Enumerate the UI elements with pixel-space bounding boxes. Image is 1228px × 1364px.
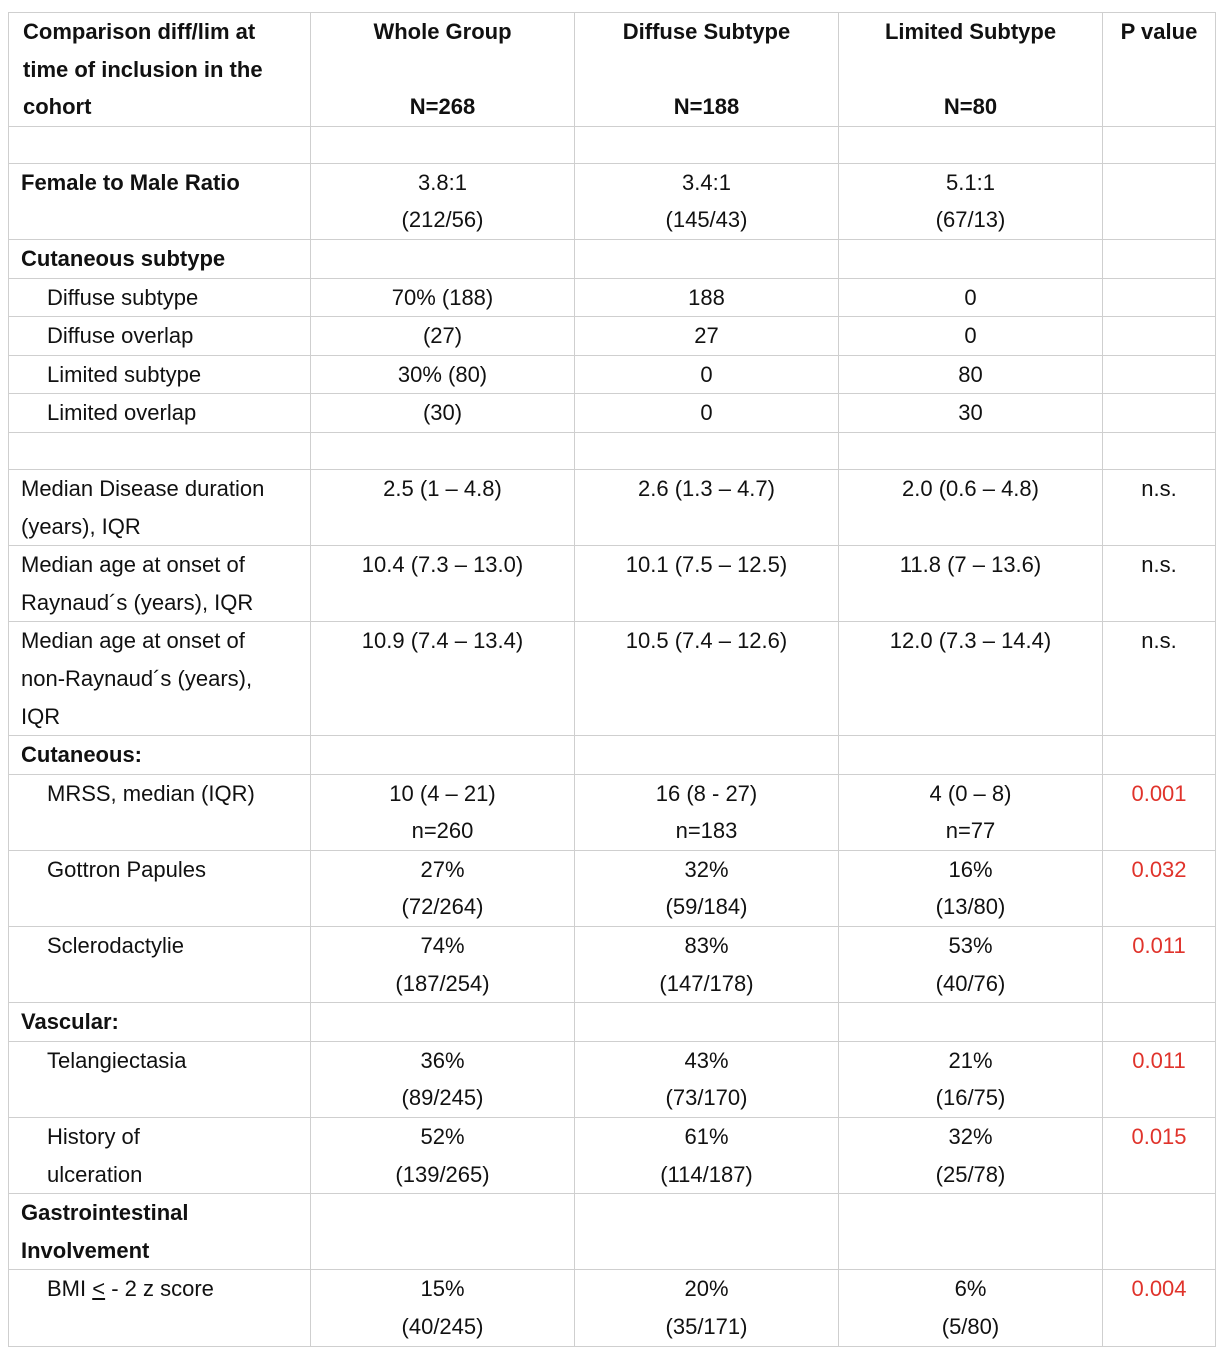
cell-diffuse: 0 — [575, 355, 839, 394]
row-label: Telangiectasia — [9, 1041, 311, 1117]
cell-limited: 11.8 (7 – 13.6) — [839, 546, 1103, 622]
cell-diffuse: 61% (114/187) — [575, 1118, 839, 1194]
cell-p: n.s. — [1103, 469, 1216, 545]
cell-p: n.s. — [1103, 622, 1216, 736]
header-p-title: P value — [1120, 19, 1198, 44]
cell-limited: 21% (16/75) — [839, 1041, 1103, 1117]
cell-whole: 3.8:1 (212/56) — [311, 163, 575, 239]
table-row-duration — [9, 469, 1216, 545]
cell-diffuse: 16 (8 - 27) n=183 — [575, 774, 839, 850]
cell-p: n.s. — [1103, 546, 1216, 622]
row-label: BMI < - 2 z score — [9, 1270, 311, 1346]
cell-diffuse: 10.5 (7.4 – 12.6) — [575, 622, 839, 736]
table-row-diffuse-overlap — [9, 317, 1216, 356]
cell-diffuse: 3.4:1 (145/43) — [575, 163, 839, 239]
cell-p — [1103, 163, 1216, 239]
header-whole-title: Whole Group — [373, 19, 512, 44]
row-label: Limited subtype — [9, 355, 311, 394]
cell-limited: 6% (5/80) — [839, 1270, 1103, 1346]
row-label: Limited overlap — [9, 394, 311, 433]
header-whole-group — [311, 13, 575, 127]
table-row-limited-subtype — [9, 355, 1216, 394]
cell-limited: 80 — [839, 355, 1103, 394]
table-row-telangiectasia — [9, 1041, 1216, 1117]
header-row — [9, 13, 1216, 127]
cell-whole: 10.9 (7.4 – 13.4) — [311, 622, 575, 736]
cell-p: 0.001 — [1103, 774, 1216, 850]
cell-limited: 53% (40/76) — [839, 927, 1103, 1003]
table-row-gottron — [9, 850, 1216, 926]
cell-diffuse: 83% (147/178) — [575, 927, 839, 1003]
cell-limited: 2.0 (0.6 – 4.8) — [839, 469, 1103, 545]
header-limited-subtype — [839, 13, 1103, 127]
cell-limited: 5.1:1 (67/13) — [839, 163, 1103, 239]
row-label: Diffuse overlap — [9, 317, 311, 356]
table-row-raynaud — [9, 546, 1216, 622]
spacer-row — [9, 432, 1216, 469]
row-label: Diffuse subtype — [9, 278, 311, 317]
header-limited-n: N=80 — [943, 94, 998, 120]
table-row-bmi — [9, 1270, 1216, 1346]
cell-limited: 0 — [839, 317, 1103, 356]
section-label: Gastrointestinal Involvement — [9, 1194, 311, 1270]
results-table — [8, 12, 1216, 1347]
cell-whole: 52% (139/265) — [311, 1118, 575, 1194]
section-gastrointestinal — [9, 1194, 1216, 1270]
cell-diffuse: 0 — [575, 394, 839, 433]
cell-whole: 2.5 (1 – 4.8) — [311, 469, 575, 545]
section-cutaneous-subtype — [9, 239, 1216, 278]
cell-p: 0.004 — [1103, 1270, 1216, 1346]
cell-whole: 70% (188) — [311, 278, 575, 317]
header-whole-n: N=268 — [409, 94, 476, 120]
row-label: Sclerodactylie — [9, 927, 311, 1003]
row-label: Median Disease duration (years), IQR — [9, 469, 311, 545]
header-limited-title: Limited Subtype — [884, 19, 1057, 44]
cell-limited: 32% (25/78) — [839, 1118, 1103, 1194]
cell-diffuse: 10.1 (7.5 – 12.5) — [575, 546, 839, 622]
cell-whole: 15% (40/245) — [311, 1270, 575, 1346]
table-row-limited-overlap — [9, 394, 1216, 433]
header-comparison-line3: cohort — [23, 94, 92, 120]
section-vascular — [9, 1003, 1216, 1042]
cell-limited: 4 (0 – 8) n=77 — [839, 774, 1103, 850]
header-comparison-line1: Comparison diff/lim at — [23, 19, 256, 44]
table-row-nonraynaud — [9, 622, 1216, 736]
table-row-ratio — [9, 163, 1216, 239]
section-label: Cutaneous subtype — [9, 239, 311, 278]
header-comparison-line2: time of inclusion in the — [23, 56, 263, 82]
row-label: History of ulceration — [9, 1118, 311, 1194]
header-p-value — [1103, 13, 1216, 127]
header-diffuse-subtype — [575, 13, 839, 127]
row-label: Median age at onset of non-Raynaud´s (years), IQR — [9, 622, 311, 736]
cell-diffuse: 32% (59/184) — [575, 850, 839, 926]
spacer-row — [9, 126, 1216, 163]
table-row-diffuse-subtype — [9, 278, 1216, 317]
cell-limited: 12.0 (7.3 – 14.4) — [839, 622, 1103, 736]
cell-limited: 0 — [839, 278, 1103, 317]
row-label: MRSS, median (IQR) — [9, 774, 311, 850]
table-row-sclerodactylie — [9, 927, 1216, 1003]
cell-whole: 10 (4 – 21) n=260 — [311, 774, 575, 850]
cell-whole: 30% (80) — [311, 355, 575, 394]
cell-p: 0.032 — [1103, 850, 1216, 926]
section-label: Vascular: — [9, 1003, 311, 1042]
cell-p: 0.011 — [1103, 927, 1216, 1003]
cell-whole: (30) — [311, 394, 575, 433]
section-label: Cutaneous: — [9, 736, 311, 775]
table-row-mrss — [9, 774, 1216, 850]
cell-p: 0.015 — [1103, 1118, 1216, 1194]
row-label: Median age at onset of Raynaud´s (years), IQR — [9, 546, 311, 622]
row-label: Female to Male Ratio — [9, 163, 311, 239]
header-comparison — [9, 13, 311, 127]
cell-whole: (27) — [311, 317, 575, 356]
cell-limited: 30 — [839, 394, 1103, 433]
header-diffuse-title: Diffuse Subtype — [622, 19, 791, 44]
row-label: Gottron Papules — [9, 850, 311, 926]
cell-whole: 27% (72/264) — [311, 850, 575, 926]
header-diffuse-n: N=188 — [673, 94, 740, 120]
cell-whole: 36% (89/245) — [311, 1041, 575, 1117]
cell-diffuse: 27 — [575, 317, 839, 356]
cell-diffuse: 20% (35/171) — [575, 1270, 839, 1346]
cell-p: 0.011 — [1103, 1041, 1216, 1117]
table-row-ulceration — [9, 1118, 1216, 1194]
cell-whole: 10.4 (7.3 – 13.0) — [311, 546, 575, 622]
cell-diffuse: 43% (73/170) — [575, 1041, 839, 1117]
cell-whole: 74% (187/254) — [311, 927, 575, 1003]
section-cutaneous — [9, 736, 1216, 775]
cell-diffuse: 2.6 (1.3 – 4.7) — [575, 469, 839, 545]
cell-limited: 16% (13/80) — [839, 850, 1103, 926]
cell-diffuse: 188 — [575, 278, 839, 317]
